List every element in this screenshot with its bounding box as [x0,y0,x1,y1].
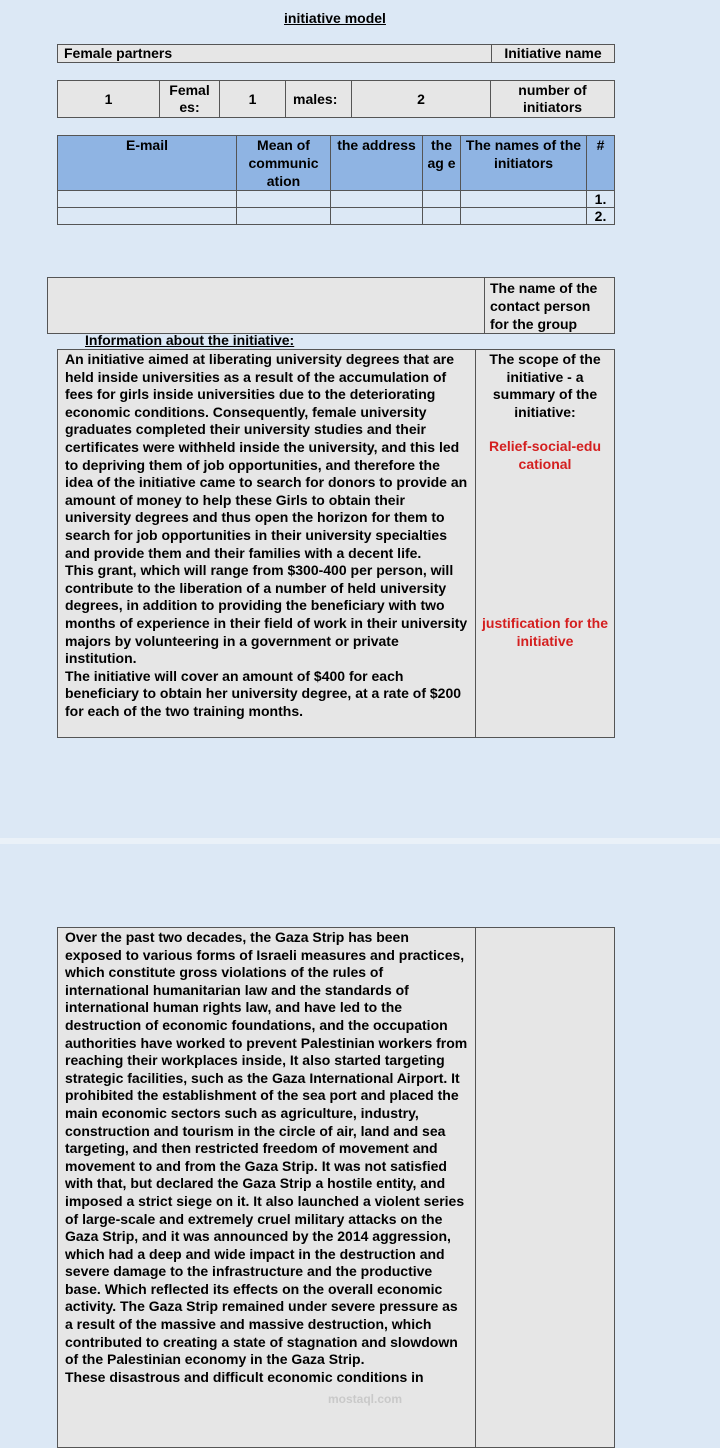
column-email: E-mail [58,136,237,191]
scope-side-cell [476,350,615,738]
males-label: males: [286,81,352,118]
justification-table [57,927,615,1448]
column-age: the ag e [423,136,461,191]
females-value: 1 [220,81,286,118]
female-partners-cell: Female partners [58,45,492,63]
table-cell [461,208,587,225]
summary-paragraph: An initiative aimed at liberating university degrees that are held inside universities as a result of the accumulation of fees for girls inside universities due to the deteriorating economic conditions. Consequently, female university graduates completed their university studies and their certificates were withheld inside the university, and this led to depriving them of job opportunities, and therefore the idea of the initiative came to search for donors to provide an amount of money to help these Girls to obtain their university degrees and thus open the horizon for them to search for job opportunities in their university specialties and provide them and their families with a decent life. [65,351,468,561]
table-cell [58,191,237,208]
page-separator [0,838,720,844]
initiative-name-label: Initiative name [492,45,615,63]
count-value-1: 1 [58,81,160,118]
table-cell [58,208,237,225]
table-cell [423,208,461,225]
partners-table [57,44,615,63]
row-number: 2. [587,208,615,225]
info-label: Information about the initiative: [85,332,295,348]
summary-paragraph: The initiative will cover an amount of $400 for each beneficiary to obtain her university degree, at a rate of $200 for each of the two training months. [65,667,462,719]
table-cell [237,191,331,208]
page-title: initiative model [284,10,386,26]
table-cell [461,191,587,208]
table-cell [423,191,461,208]
contact-person-label: The name of the contact person for the group [485,278,615,334]
column-number: # [587,136,615,191]
scope-label: The scope of the initiative - a summary of the initiative: [489,351,601,420]
column-initiator-names: The names of the initiators [461,136,587,191]
justification-label: justification for the initiative [482,615,608,649]
row-number: 1. [587,191,615,208]
justification-text [58,928,476,1448]
justification-paragraph: Over the past two decades, the Gaza Strip has been exposed to various forms of Israeli measures and practices, which constitute gross violations of the rules of international humanitarian law and the standards of international human rights law, and have led to the destruction of economic foundations, and the occupation authorities have worked to prevent Palestinian workers from reaching their workplaces inside, It also started targeting strategic facilities, such as the Gaza International Airport. It prohibited the establishment of the sea port and placed the main economic sectors such as agriculture, industry, construction and tourism in the circle of air, land and sea targeting, and then restricted freedom of movement and movement to and from the Gaza Strip. It was not satisfied with that, but declared the Gaza Strip a hostile entity, and imposed a strict siege on it. It also launched a violent series of large-scale and extremely cruel military attacks on the Gaza Strip, and it was announced by the 2014 aggression, which had a deep and wide impact in the destruction and severe damage to the infrastructure and the productive base. Which reflected its effects on the overall economic activity. The Gaza Strip remained under severe pressure as a result of the massive and massive destruction, which contributed to creating a state of stagnation and slowdown of the Palestinian economy in the Gaza Strip. [65,929,468,1368]
justification-paragraph: These disastrous and difficult economic conditions in [65,1368,424,1385]
justification-side-cell [476,928,615,1448]
summary-text [58,350,476,738]
table-cell [237,208,331,225]
summary-paragraph: This grant, which will range from $300-400 per person, will contribute to the liberation of a number of held university degrees, in addition to providing the beneficiary with two months of experience in their field of work in their university majors by volunteering in a government or private institution. [65,562,468,667]
column-address: the address [331,136,423,191]
column-communication: Mean of communic ation [237,136,331,191]
initiators-table [57,135,615,225]
males-value: 2 [352,81,491,118]
scope-table [57,349,615,738]
counts-table [57,80,615,118]
initiators-count-label: number of initiators [491,81,615,118]
initiative-type: Relief-social-edu cational [488,438,602,472]
watermark: mostaql.com [328,1392,403,1406]
females-label: Femal es: [160,81,220,118]
contact-person-value [48,278,485,334]
table-cell [331,208,423,225]
table-cell [331,191,423,208]
contact-table [47,277,615,334]
